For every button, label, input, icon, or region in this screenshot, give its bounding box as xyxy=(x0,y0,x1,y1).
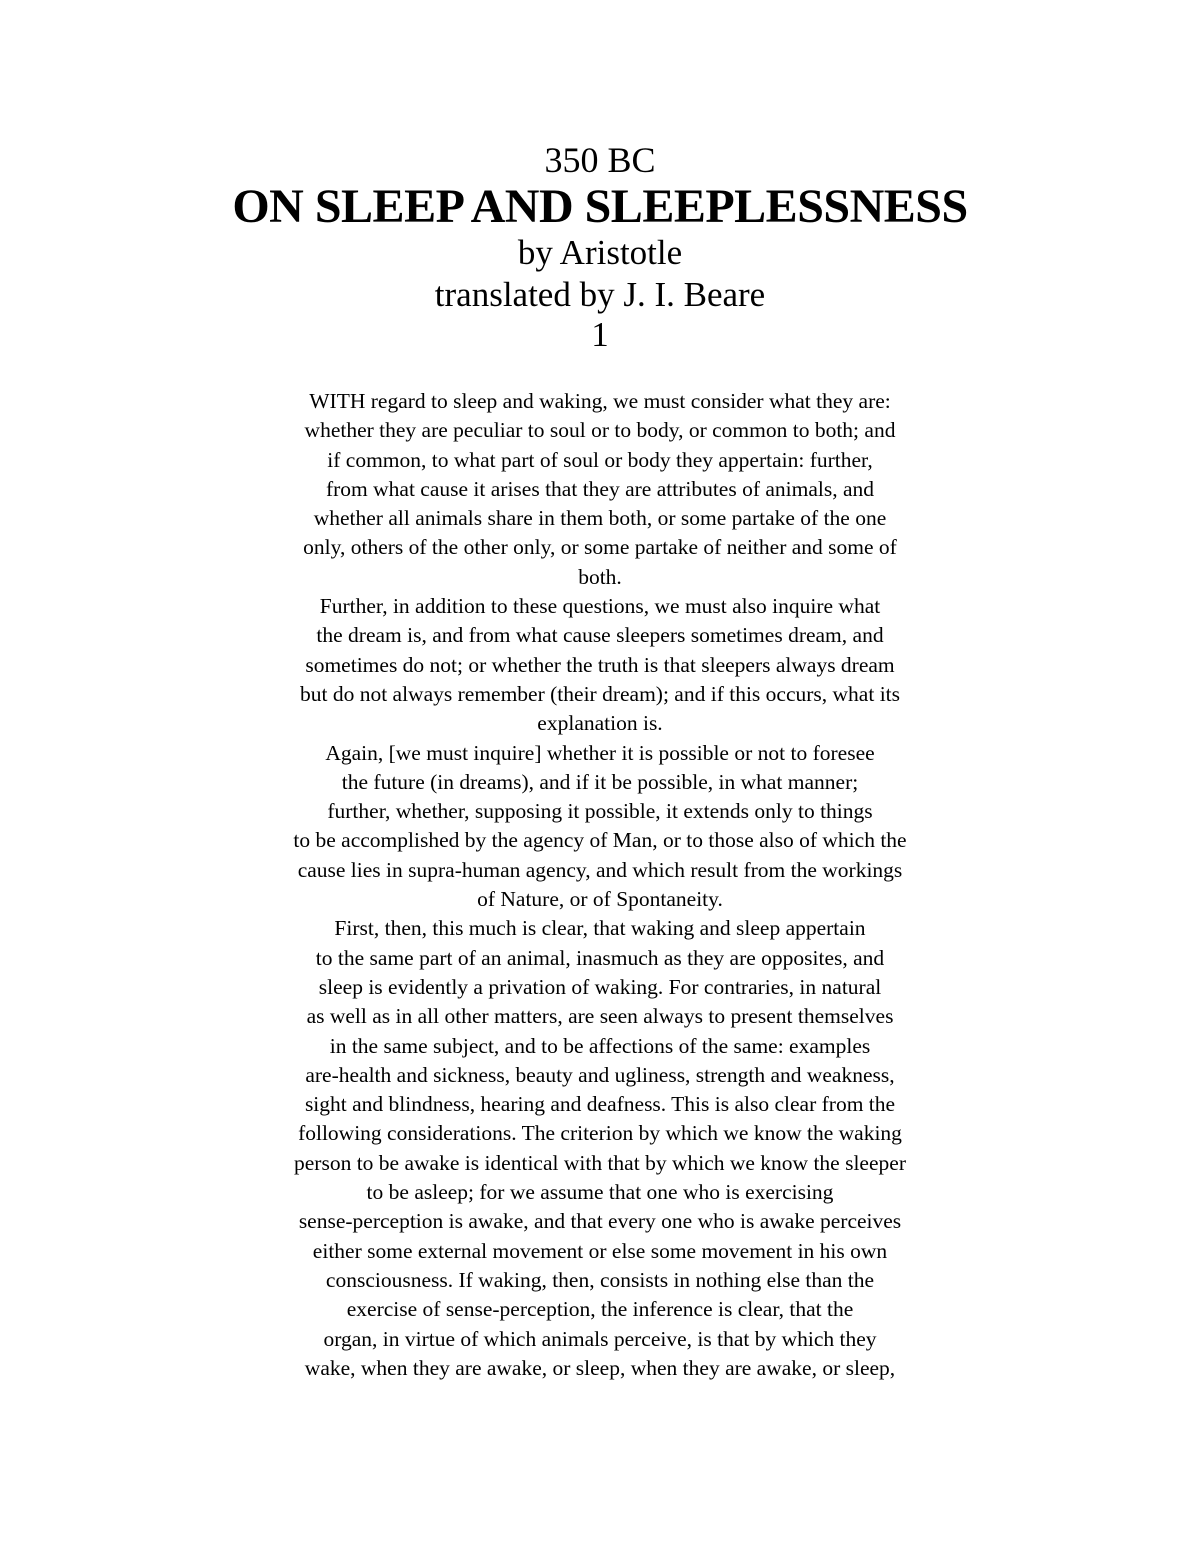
text-line: sleep is evidently a privation of waking. For contraries, in natural xyxy=(318,974,882,999)
text-line: whether they are peculiar to soul or to body, or common to both; and xyxy=(304,418,896,443)
text-line: to be accomplished by the agency of Man, or to those also of which the xyxy=(293,828,907,853)
text-line: sense-perception is awake, and that every one who is awake perceives xyxy=(298,1209,902,1234)
text-line: following considerations. The criterion by which we know the waking xyxy=(298,1121,902,1146)
text-line: in the same subject, and to be affections of the same: examples xyxy=(329,1033,871,1058)
text-line: the dream is, and from what cause sleepers sometimes dream, and xyxy=(316,623,884,648)
text-line: whether all animals share in them both, or some partake of the one xyxy=(313,506,887,531)
text-line: First, then, this much is clear, that waking and sleep appertain xyxy=(334,916,866,941)
text-line: cause lies in supra-human agency, and which result from the workings xyxy=(297,857,903,882)
text-line: either some external movement or else some movement in his own xyxy=(312,1238,888,1263)
text-line: exercise of sense-perception, the inference is clear, that the xyxy=(346,1297,854,1322)
text-line: organ, in virtue of which animals perceive, is that by which they xyxy=(323,1326,877,1351)
text-line: to the same part of an animal, inasmuch as they are opposites, and xyxy=(315,945,885,970)
text-line: to be asleep; for we assume that one who is exercising xyxy=(366,1180,834,1205)
document-header xyxy=(0,138,1200,354)
translator-line: translated by J. I. Beare xyxy=(434,275,766,314)
text-line: WITH regard to sleep and waking, we must consider what they are: xyxy=(309,389,891,413)
text-line: as well as in all other matters, are seen always to present themselves xyxy=(306,1004,894,1029)
text-line: sight and blindness, hearing and deafness. This is also clear from the xyxy=(304,1092,896,1117)
author-line: by Aristotle xyxy=(517,233,683,272)
text-line: Further, in addition to these questions, we must also inquire what xyxy=(319,594,881,619)
text-line: the future (in dreams), and if it be possible, in what manner; xyxy=(341,769,859,794)
text-line: are-health and sickness, beauty and ugliness, strength and weakness, xyxy=(305,1062,895,1087)
text-line: but do not always remember (their dream); and if this occurs, what its xyxy=(299,681,901,706)
text-line: Again, [we must inquire] whether it is possible or not to foresee xyxy=(325,740,875,765)
text-line: wake, when they are awake, or sleep, when they are awake, or sleep, xyxy=(304,1355,896,1380)
text-line: only, others of the other only, or some partake of neither and some of xyxy=(303,535,897,560)
text-line: person to be awake is identical with that by which we know the sleeper xyxy=(294,1150,906,1175)
text-line: both. xyxy=(578,564,622,589)
chapter-number: 1 xyxy=(591,315,609,354)
text-line: if common, to what part of soul or body they appertain: further, xyxy=(327,447,873,472)
text-line: explanation is. xyxy=(537,711,663,736)
document-title: ON SLEEP AND SLEEPLESSNESS xyxy=(232,180,968,233)
publication-year: 350 BC xyxy=(544,140,656,180)
text-line: from what cause it arises that they are attributes of animals, and xyxy=(325,476,875,501)
text-line: sometimes do not; or whether the truth is that sleepers always dream xyxy=(305,652,895,677)
text-line: of Nature, or of Spontaneity. xyxy=(477,887,723,912)
text-line: consciousness. If waking, then, consists in nothing else than the xyxy=(325,1267,875,1292)
text-line: further, whether, supposing it possible, it extends only to things xyxy=(327,799,873,824)
body-text xyxy=(200,387,1000,1383)
